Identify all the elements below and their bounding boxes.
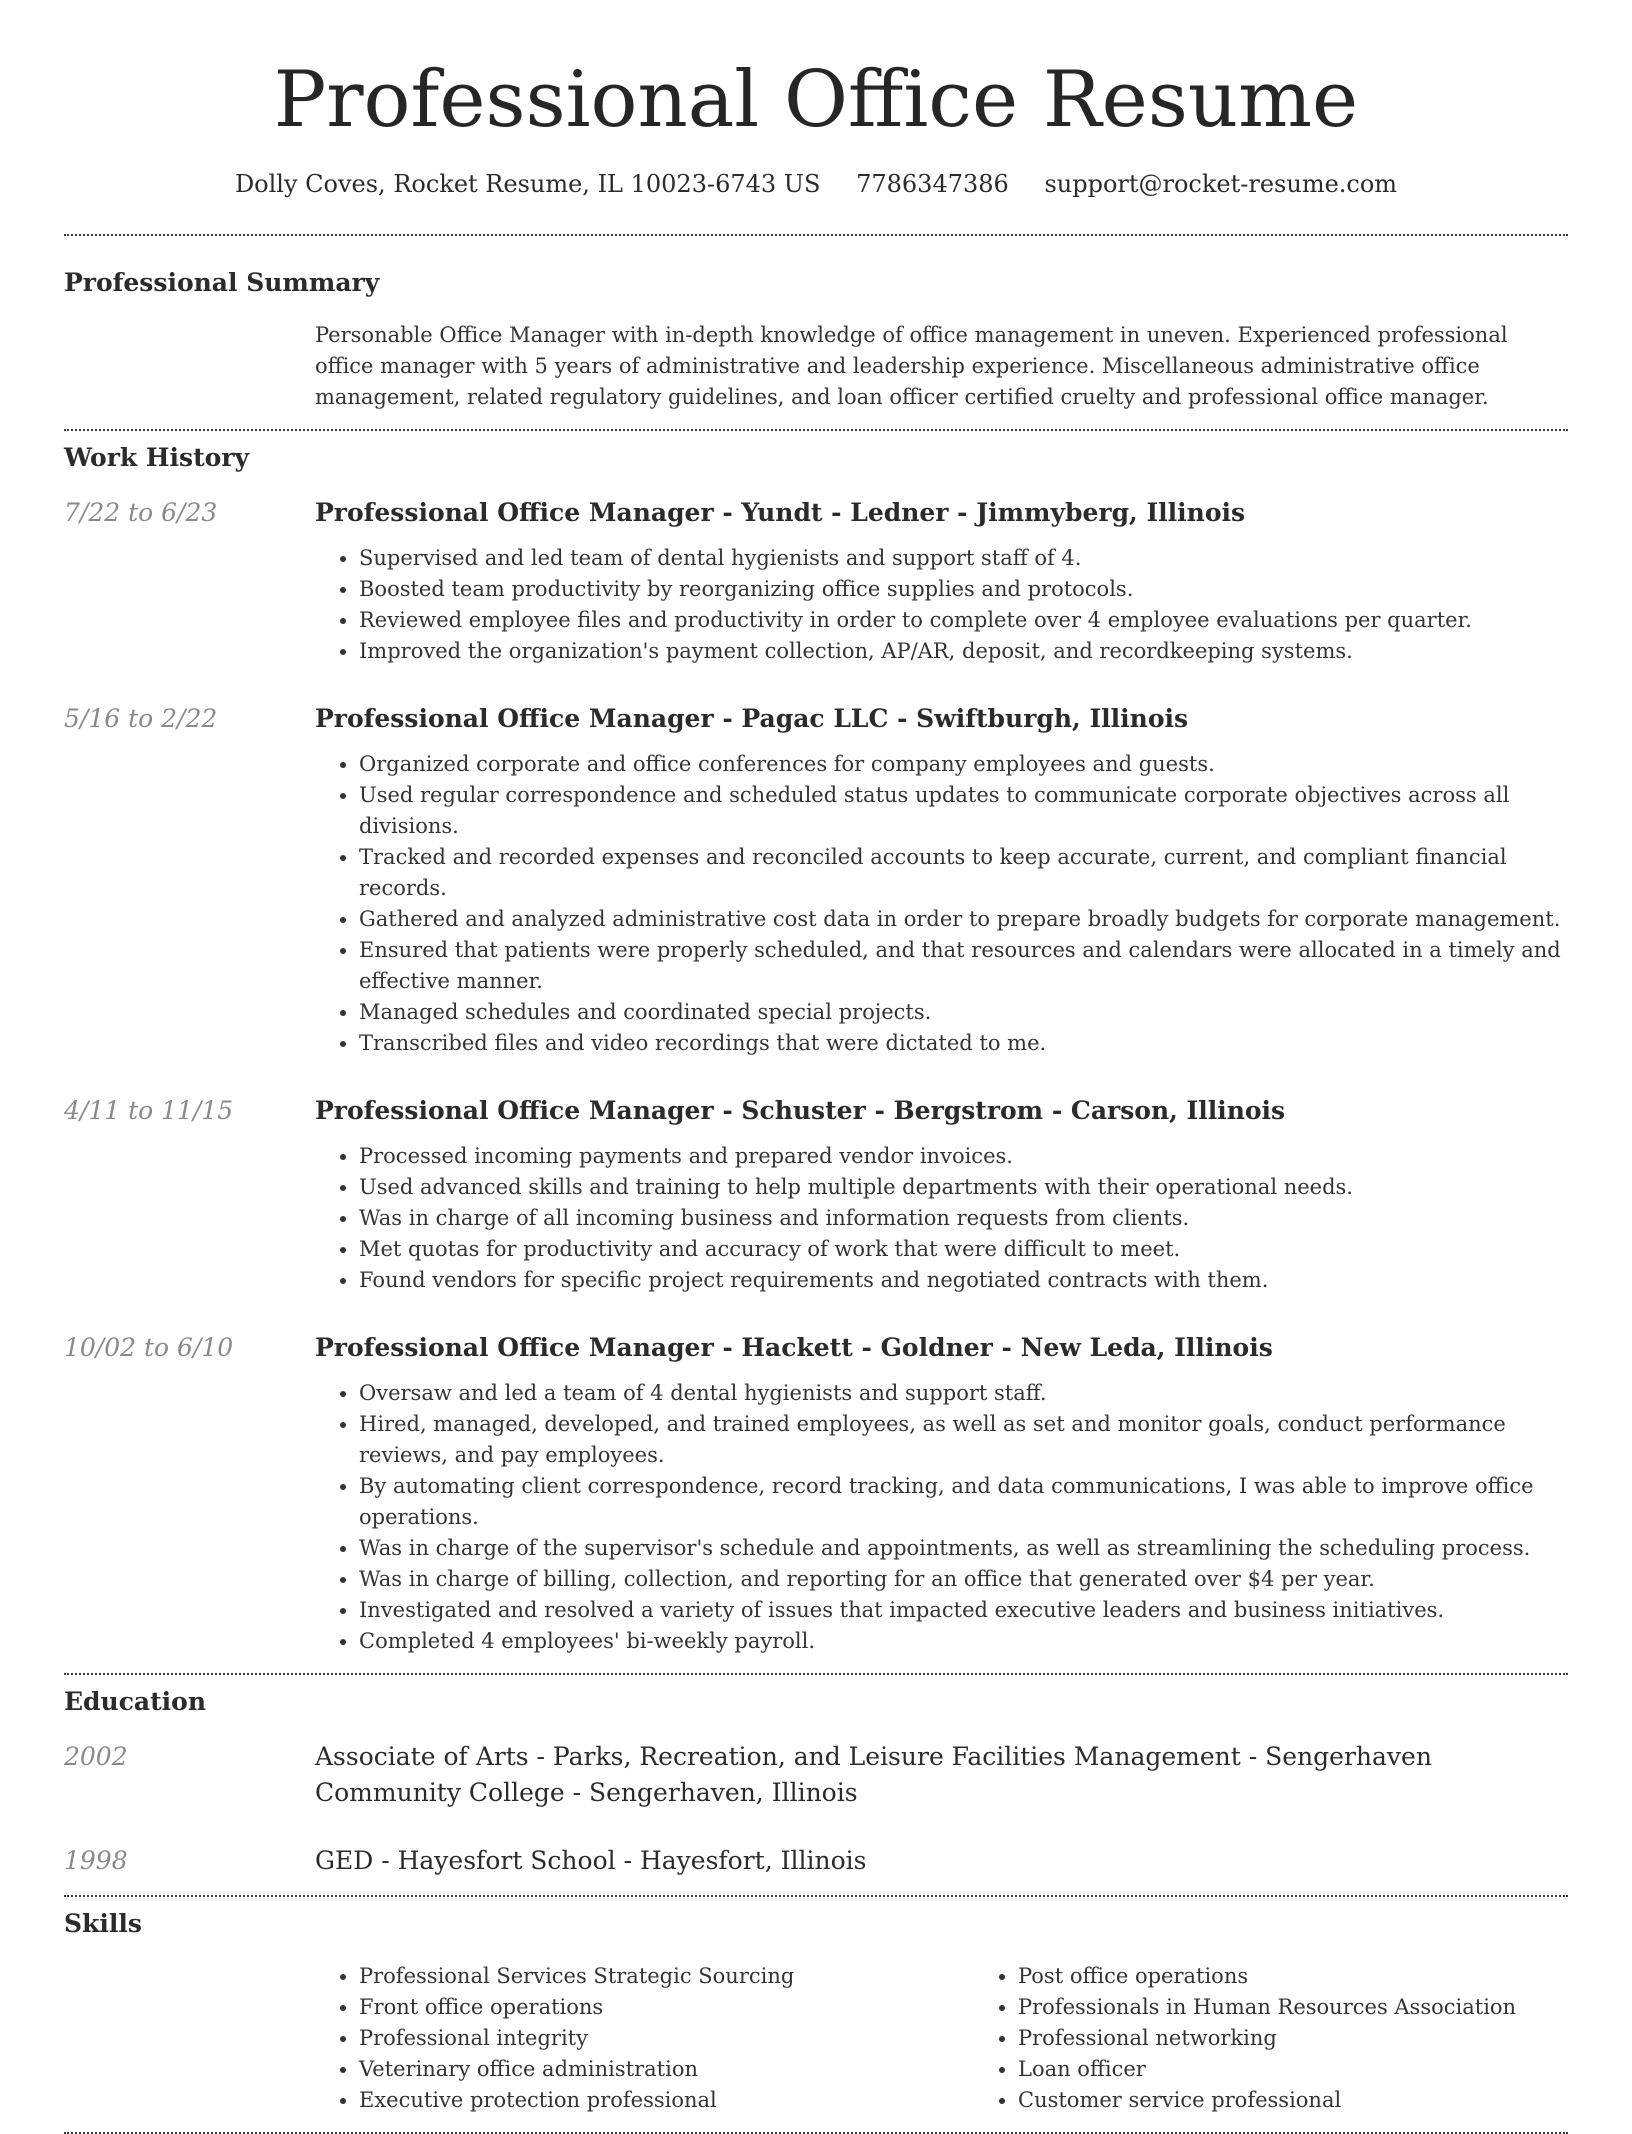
contact-line xyxy=(64,168,1568,200)
job-bullet: • Oversaw and led a team of 4 dental hygienists and support staff. xyxy=(359,1378,1568,1409)
work-history-section xyxy=(64,431,1568,1657)
summary-heading: Professional Summary xyxy=(64,268,380,297)
job-bullet: • Transcribed files and video recordings that were dictated to me. xyxy=(359,1028,1568,1059)
job-bullet: • Met quotas for productivity and accuracy of work that were difficult to meet. xyxy=(359,1234,1568,1265)
job-bullet: • Found vendors for specific project requirements and negotiated contracts with them. xyxy=(359,1265,1568,1296)
job-list xyxy=(64,495,1568,1657)
job-bullet: • Tracked and recorded expenses and reconciled accounts to keep accurate, current, and compliant financial records. xyxy=(359,842,1568,904)
education-entry xyxy=(64,1843,1568,1879)
job-bullet: • Hired, managed, developed, and trained employees, as well as set and monitor goals, conduct performance reviews, and pay employees. xyxy=(359,1409,1568,1471)
job-bullet: • Reviewed employee files and productivity in order to complete over 4 employee evaluations per quarter. xyxy=(359,605,1568,636)
education-details xyxy=(315,1739,1568,1811)
job-bullet: • Organized corporate and office conferences for company employees and guests. xyxy=(359,749,1568,780)
education-section xyxy=(64,1675,1568,1879)
job-details xyxy=(315,1330,1568,1657)
job-title: Professional Office Manager - Hackett - Goldner - New Leda, Illinois xyxy=(315,1333,1273,1362)
job-bullet: • Used regular correspondence and scheduled status updates to communicate corporate objectives across all divisions. xyxy=(359,780,1568,842)
job-bullet: • Boosted team productivity by reorganizing office supplies and protocols. xyxy=(359,574,1568,605)
education-title: GED - Hayesfort School - Hayesfort, Illinois xyxy=(315,1846,867,1875)
job-dates: 4/11 to 11/15 xyxy=(64,1096,234,1125)
skills-section xyxy=(64,1897,1568,2132)
skill-item: • Post office operations xyxy=(1018,1961,1632,1992)
education-entry xyxy=(64,1739,1568,1811)
job-row xyxy=(64,1330,1568,1657)
job-dates: 10/02 to 6/10 xyxy=(64,1333,234,1362)
skill-item: • Professional integrity xyxy=(359,2023,974,2054)
job-bullet: • Was in charge of all incoming business and information requests from clients. xyxy=(359,1203,1568,1234)
skill-item: • Professionals in Human Resources Association xyxy=(1018,1992,1632,2023)
job-row xyxy=(64,701,1568,1059)
job-row xyxy=(64,1093,1568,1296)
job-details xyxy=(315,495,1568,667)
skills-column-1 xyxy=(315,1961,974,2116)
job-bullet: • Was in charge of the supervisor's schedule and appointments, as well as streamlining the scheduling process. xyxy=(359,1533,1568,1564)
job-bullet: • Gathered and analyzed administrative cost data in order to prepare broadly budgets for corporate management. xyxy=(359,904,1568,935)
job-dates: 5/16 to 2/22 xyxy=(64,704,218,733)
skill-item: • Professional networking xyxy=(1018,2023,1632,2054)
skill-item: • Customer service professional xyxy=(1018,2085,1632,2116)
job-dates: 7/22 to 6/23 xyxy=(64,498,218,527)
job-bullet: • Used advanced skills and training to help multiple departments with their operational needs. xyxy=(359,1172,1568,1203)
education-details xyxy=(315,1843,1568,1879)
job-bullet: • Managed schedules and coordinated special projects. xyxy=(359,997,1568,1028)
job-title: Professional Office Manager - Schuster - Bergstrom - Carson, Illinois xyxy=(315,1096,1286,1125)
job-bullet: • Was in charge of billing, collection, and reporting for an office that generated over $4 per year. xyxy=(359,1564,1568,1595)
skill-item: • Executive protection professional xyxy=(359,2085,974,2116)
skill-item: • Professional Services Strategic Sourcing xyxy=(359,1961,974,1992)
job-bullets xyxy=(315,1141,1568,1296)
summary-text: Personable Office Manager with in-depth knowledge of office management in uneven. Experienced professional office manager with 5 years of administrative and leadership experience. Miscellaneous administrative office management, related regulatory guidelines, and loan officer certified cruelty and professional office manager. xyxy=(315,323,1508,409)
job-bullets xyxy=(315,1378,1568,1657)
job-bullet: • By automating client correspondence, record tracking, and data communications, I was able to improve office operations. xyxy=(359,1471,1568,1533)
job-bullet: • Investigated and resolved a variety of issues that impacted executive leaders and business initiatives. xyxy=(359,1595,1568,1626)
job-details xyxy=(315,701,1568,1059)
contact-address: Dolly Coves, Rocket Resume, IL 10023-6743 US xyxy=(234,170,821,198)
skills-heading: Skills xyxy=(64,1909,142,1938)
skills-column-2 xyxy=(974,1961,1632,2116)
job-entry xyxy=(64,1330,1568,1657)
education-list xyxy=(64,1739,1568,1879)
job-entry xyxy=(64,1093,1568,1296)
job-bullets xyxy=(315,543,1568,667)
resume-name: Professional Office Resume xyxy=(273,55,1359,145)
contact-email: support@rocket-resume.com xyxy=(1044,170,1398,198)
job-bullet: • Improved the organization's payment collection, AP/AR, deposit, and recordkeeping systems. xyxy=(359,636,1568,667)
job-details xyxy=(315,1093,1568,1296)
job-entry xyxy=(64,701,1568,1059)
job-title: Professional Office Manager - Yundt - Ledner - Jimmyberg, Illinois xyxy=(315,498,1246,527)
skill-item: • Loan officer xyxy=(1018,2054,1632,2085)
job-row xyxy=(64,495,1568,667)
education-year: 2002 xyxy=(64,1742,128,1771)
job-bullets xyxy=(315,749,1568,1059)
summary-section xyxy=(64,236,1568,429)
job-bullet: • Processed incoming payments and prepared vendor invoices. xyxy=(359,1141,1568,1172)
skill-item: • Veterinary office administration xyxy=(359,2054,974,2085)
job-bullet: • Completed 4 employees' bi-weekly payroll. xyxy=(359,1626,1568,1657)
education-year: 1998 xyxy=(64,1846,128,1875)
contact-phone: 7786347386 xyxy=(856,170,1009,198)
work-history-heading: Work History xyxy=(64,443,250,472)
education-heading: Education xyxy=(64,1687,207,1716)
skill-item: • Front office operations xyxy=(359,1992,974,2023)
education-title: Associate of Arts - Parks, Recreation, and Leisure Facilities Management - Sengerhaven Community College - Sengerhaven, Illinois xyxy=(315,1742,1432,1807)
job-bullet: • Ensured that patients were properly scheduled, and that resources and calendars were allocated in a timely and effective manner. xyxy=(359,935,1568,997)
job-entry xyxy=(64,495,1568,667)
job-title: Professional Office Manager - Pagac LLC - Swiftburgh, Illinois xyxy=(315,704,1189,733)
job-bullet: • Supervised and led team of dental hygienists and support staff of 4. xyxy=(359,543,1568,574)
